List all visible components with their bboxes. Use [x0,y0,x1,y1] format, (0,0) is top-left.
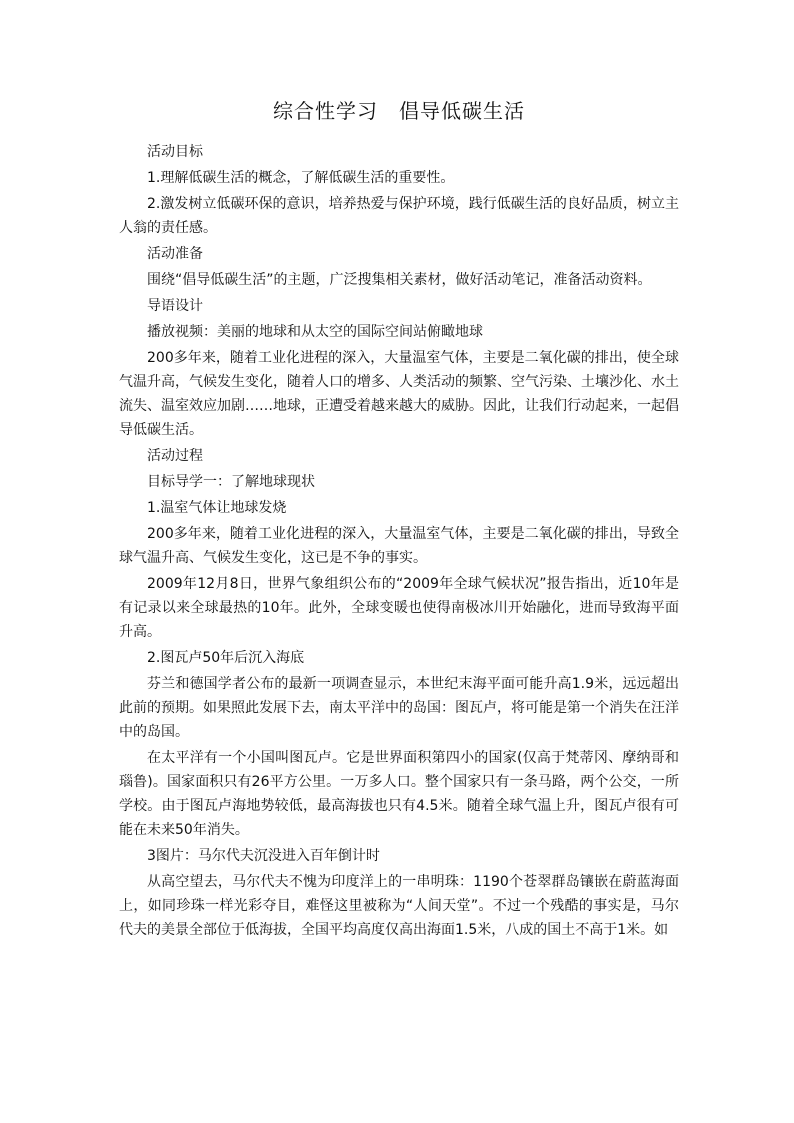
goal-guide-1: 目标导学一：了解地球现状 [147,474,315,490]
section-heading-tuvalu: 2.图瓦卢50年后沉入海底 [147,650,305,666]
heading-activity-preparation: 活动准备 [147,246,203,262]
maldives-paragraph: 从高空望去，马尔代夫不愧为印度洋上的一串明珠：1190个苍翠群岛镶嵌在蔚蓝海面上，如同珍珠一样光彩夺目，难怪这里被称为“人间天堂”。不过一个残酷的事实是，马尔代夫的美景全部位于低海拔，全国平均高度仅高出海面1.5米，八成的国土不高于1米。如 [119,874,679,938]
heading-activity-goals: 活动目标 [147,144,203,160]
goal-item-2: 2.激发树立低碳环保的意识，培养热爱与保护环境，践行低碳生活的良好品质，树立主人翁的责任感。 [119,196,679,236]
document-page [119,96,679,944]
intro-video-line: 播放视频：美丽的地球和从太空的国际空间站俯瞰地球 [147,324,483,340]
wmo-report-paragraph: 2009年12月8日，世界气象组织公布的“2009年全球气候状况”报告指出，近10年是有记录以来全球最热的10年。此外，全球变暖也使得南极冰川开始融化，进而导致海平面升高。 [119,576,679,640]
section-heading-greenhouse: 1.温室气体让地球发烧 [147,500,287,516]
goal-item-1: 1.理解低碳生活的概念，了解低碳生活的重要性。 [147,170,455,186]
tuvalu-study-paragraph: 芬兰和德国学者公布的最新一项调查显示，本世纪末海平面可能升高1.9米，远远超出此前的预期。如果照此发展下去，南太平洋中的岛国：图瓦卢，将可能是第一个消失在汪洋中的岛国。 [119,676,679,740]
document-title: 综合性学习 倡导低碳生活 [273,99,525,123]
heading-activity-process: 活动过程 [147,448,203,464]
preparation-text: 围绕“倡导低碳生活”的主题，广泛搜集相关素材，做好活动笔记，准备活动资料。 [147,272,652,288]
section-heading-maldives: 3图片：马尔代夫沉没进入百年倒计时 [147,848,380,864]
intro-paragraph: 200多年来，随着工业化进程的深入，大量温室气体，主要是二氧化碳的排出，使全球气温升高，气候发生变化，随着人口的增多、人类活动的频繁、空气污染、土壤沙化、水土流失、温室效应加剧……地球，正遭受着越来越大的威胁。因此，让我们行动起来，一起倡导低碳生活。 [119,350,679,438]
tuvalu-facts-paragraph: 在太平洋有一个小国叫图瓦卢。它是世界面积第四小的国家(仅高于梵蒂冈、摩纳哥和瑙鲁)。国家面积只有26平方公里。一万多人口。整个国家只有一条马路，两个公交，一所学校。由于图瓦卢海地势较低，最高海拔也只有4.5米。随着全球气温上升，图瓦卢很有可能在未来50年消失。 [119,750,679,838]
greenhouse-paragraph: 200多年来，随着工业化进程的深入，大量温室气体，主要是二氧化碳的排出，导致全球气温升高、气候发生变化，这已是不争的事实。 [119,526,679,566]
heading-intro-design: 导语设计 [147,298,203,314]
